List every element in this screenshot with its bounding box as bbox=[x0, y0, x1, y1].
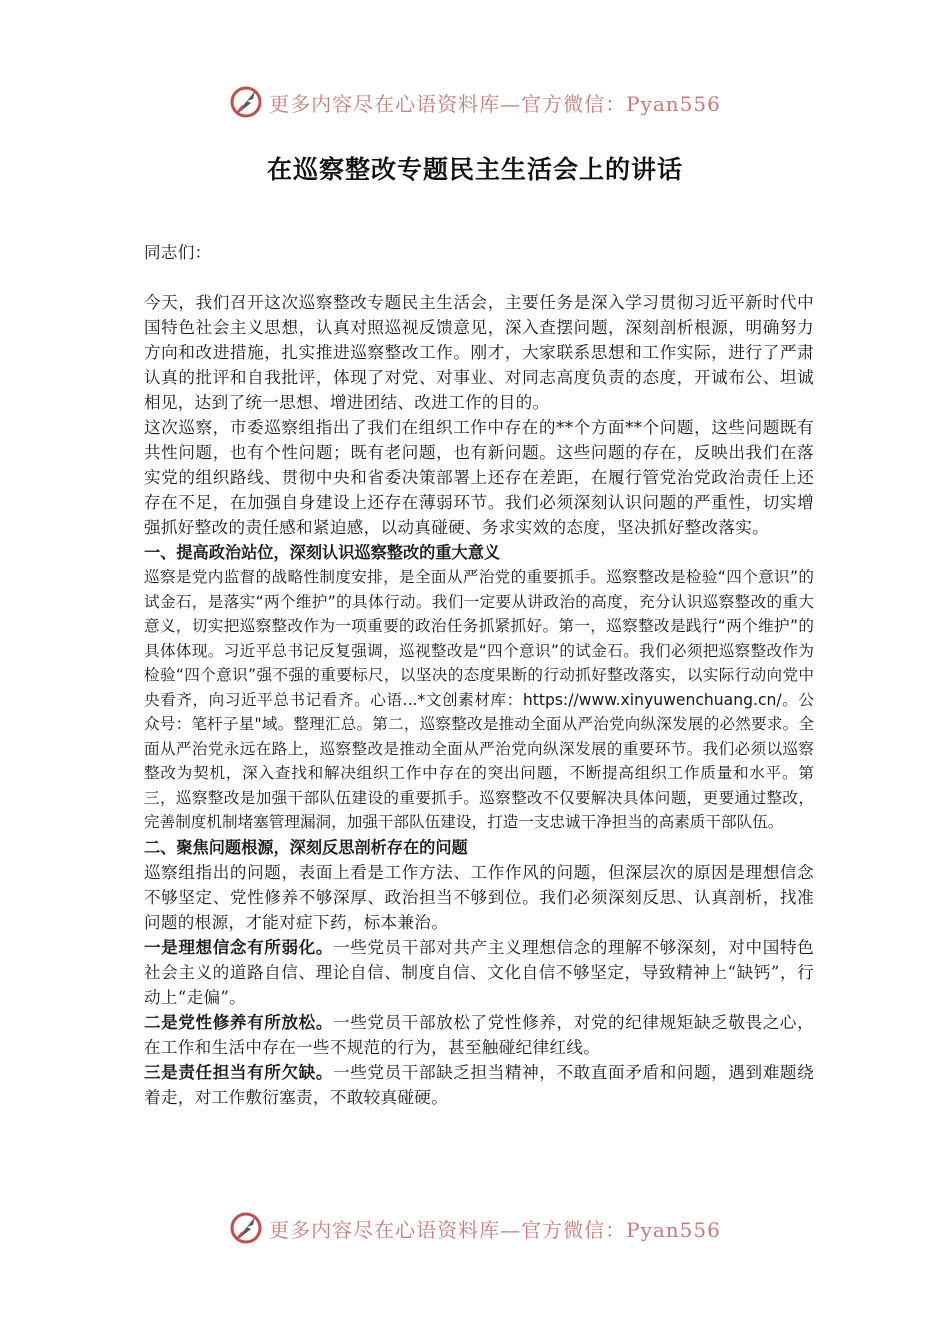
footer-banner bbox=[0, 1208, 950, 1248]
point-paragraph-3 bbox=[144, 1060, 814, 1110]
document-title: 在巡察整改专题民主生活会上的讲话 bbox=[266, 155, 683, 184]
section-1-body: 巡察是党内监督的战略性制度安排，是全面从严治党的重要抓手。巡察整改是检验“四个意识”的试金石，是落实“两个维护”的具体行动。我们一定要从讲政治的高度，充分认识巡察整改的重大意义，切实把巡察整改作为一项重要的政治任务抓紧抓好。第一，巡察整改是践行“两个维护”的具体体现。习近平总书记反复强调，巡视整改是“四个意识”的试金石。我们必须把巡察整改作为检验“四个意识”强不强的重要标尺，以坚决的态度果断的行动抓好整改落实，以实际行动向党中央看齐，向习近平总书记看齐。心语...*文创素材库：https://www.xinyuwenchuang.cn/。公众号：笔杆子星"域。整理汇总。第二，巡察整改是推动全面从严治党向纵深发展的必然要求。全面从严治党永远在路上，巡察整改是推动全面从严治党向纵深发展的重要环节。我们必须以巡察整改为契机，深入查找和解决组织工作中存在的突出问题，不断提高组织工作质量和水平。第三，巡察整改是加强干部队伍建设的重要抓手。巡察整改不仅要解决具体问题，更要通过整改，完善制度机制堵塞管理漏洞，加强干部队伍建设，打造一支忠诚干净担当的高素质干部队伍。 bbox=[144, 568, 814, 831]
point-lead: 一是理想信念有所弱化。 bbox=[144, 937, 334, 957]
point-lead: 二是党性修养有所放松。 bbox=[144, 1012, 334, 1032]
intro-paragraph-1: 今天，我们召开这次巡察整改专题民主生活会，主要任务是深入学习贯彻习近平新时代中国特色社会主义思想，认真对照巡视反馈意见，深入查摆问题，深刻剖析根源，明确努力方向和改进措施，扎实推进巡察整改工作。刚才，大家联系思想和工作实际，进行了严肃认真的批评和自我批评，体现了对党、对事业、对同志高度负责的态度，开诚布公、坦诚相见，达到了统一思想、增进团结、改进工作的目的。 bbox=[144, 293, 814, 412]
section-2-body: 巡察组指出的问题，表面上看是工作方法、工作作风的问题，但深层次的原因是理想信念不够坚定、党性修养不够深厚、政治担当不够到位。我们必须深刻反思、认真剖析，找准问题的根源，才能对症下药，标本兼治。 bbox=[144, 862, 814, 932]
banner-text: 更多内容尽在心语资料库—官方微信：Pyan556 bbox=[269, 91, 721, 116]
point-paragraph-2 bbox=[144, 1010, 814, 1060]
header-banner bbox=[0, 82, 950, 122]
section-2-heading: 二、聚焦问题根源，深刻反思剖析存在的问题 bbox=[144, 837, 468, 857]
point-text: 一些党员干部缺乏担当精神，不敢直面矛盾和问题，遇到难题绕着走，对工作敷衍塞责，不敢较真碰硬。 bbox=[144, 1062, 814, 1107]
quill-pen-logo-icon bbox=[229, 85, 263, 119]
quill-pen-logo-icon bbox=[229, 1211, 263, 1245]
banner-text: 更多内容尽在心语资料库—官方微信：Pyan556 bbox=[269, 1217, 721, 1242]
point-text: 一些党员干部放松了党性修养，对党的纪律规矩缺乏敬畏之心，在工作和生活中存在一些不规范的行为，甚至触碰纪律红线。 bbox=[144, 1012, 814, 1057]
document-body bbox=[144, 240, 814, 1110]
salutation: 同志们： bbox=[144, 243, 212, 262]
intro-paragraph-2: 这次巡察，市委巡察组指出了我们在组织工作中存在的**个方面**个问题，这些问题既有共性问题，也有个性问题；既有老问题，也有新问题。这些问题的存在，反映出我们在落实党的组织路线、贯彻中央和省委决策部署上还存在差距，在履行管党治党政治责任上还存在不足，在加强自身建设上还存在薄弱环节。我们必须深刻认识问题的严重性，切实增强抓好整改的责任感和紧迫感，以动真碰硬、务求实效的态度，坚决抓好整改落实。 bbox=[144, 418, 814, 537]
point-lead: 三是责任担当有所欠缺。 bbox=[144, 1062, 334, 1082]
point-paragraph-1 bbox=[144, 935, 814, 1010]
section-1-heading: 一、提高政治站位，深刻认识巡察整改的重大意义 bbox=[144, 543, 501, 562]
point-text: 一些党员干部对共产主义理想信念的理解不够深刻，对中国特色社会主义的道路自信、理论自信、制度自信、文化自信不够坚定，导致精神上“缺钙”，行动上“走偏”。 bbox=[144, 937, 814, 1007]
